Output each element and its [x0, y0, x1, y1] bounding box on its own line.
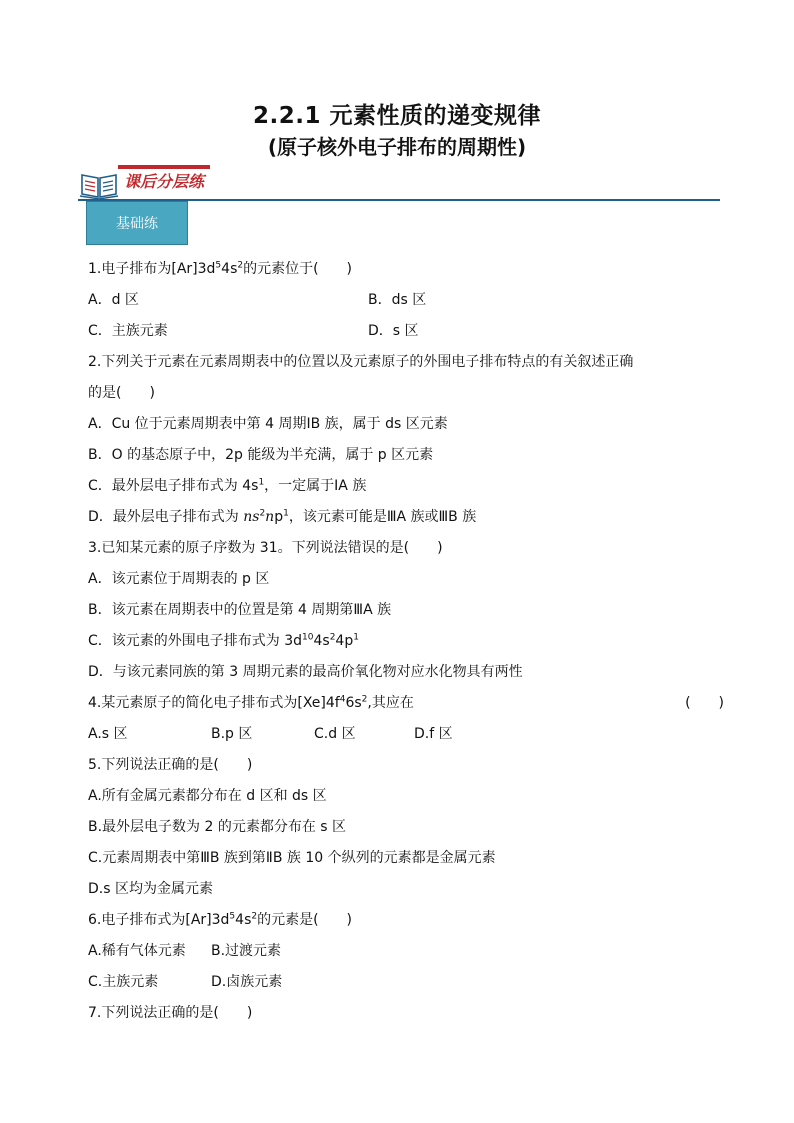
q6-option-b: B.过渡元素: [211, 943, 282, 959]
q6-options-row2: [88, 967, 728, 998]
q5-option-b: B.最外层电子数为 2 的元素都分布在 s 区: [88, 819, 347, 835]
banner-label: 课后分层练: [124, 172, 205, 191]
q3-stem: 3.已知某元素的原子序数为 31。下列说法错误的是( ): [88, 540, 443, 556]
q6-option-a: A.稀有气体元素: [88, 943, 186, 959]
q1-option-d: D．s 区: [368, 323, 419, 339]
q1-option-c: C．主族元素: [88, 323, 168, 339]
q1-option-a: A．d 区: [88, 292, 139, 308]
q2-option-d: D．最外层电子排布式为 $ns^2np^1$，该元素可能是ⅢA 族或ⅢB 族: [88, 508, 477, 525]
q4-stem: 4.某元素原子的简化电子排布式为$[Xe]4f^46s^2$,其应在 ( ): [88, 688, 724, 719]
q2-option-c: C．最外层电子排布式为 $4s^1$，一定属于ⅠA 族: [88, 477, 367, 494]
section-label-box: 基础练: [86, 201, 188, 245]
q2-stem-line2: 的是( ): [88, 385, 155, 401]
q4-options: [88, 719, 728, 750]
page-subtitle: (原子核外电子排布的周期性): [267, 135, 527, 159]
q3-option-d: D．与该元素同族的第 3 周期元素的最高价氧化物对应水化物具有两性: [88, 664, 523, 680]
q2-option-a: A．Cu 位于元素周期表中第 4 周期ⅠB 族，属于 ds 区元素: [88, 416, 448, 432]
question-list: [88, 254, 728, 1029]
q5-option-d: D.s 区均为金属元素: [88, 881, 213, 897]
q5-stem: 5.下列说法正确的是( ): [88, 757, 253, 773]
q1-stem: 1.电子排布为$[Ar]3d^54s^2$的元素位于( ): [88, 260, 353, 277]
q4-answer-paren: ( ): [685, 695, 724, 711]
open-book-icon: [78, 169, 120, 199]
q7-stem: 7.下列说法正确的是( ): [88, 1005, 253, 1021]
q5-option-a: A.所有金属元素都分布在 d 区和 ds 区: [88, 788, 327, 804]
q6-options-row1: [88, 936, 728, 967]
q6-option-c: C.主族元素: [88, 974, 159, 990]
q6-option-d: D.卤族元素: [211, 974, 283, 990]
q2-stem-line1: 2.下列关于元素在元素周期表中的位置以及元素原子的外围电子排布特点的有关叙述正确: [88, 354, 634, 370]
q1-options-row2: [88, 316, 728, 347]
q4-option-c: C.d 区: [314, 726, 356, 742]
q3-option-b: B．该元素在周期表中的位置是第 4 周期第ⅢA 族: [88, 602, 392, 618]
section-banner: [78, 165, 720, 201]
q3-option-a: A．该元素位于周期表的 p 区: [88, 571, 270, 587]
q3-option-c: C．该元素的外围电子排布式为 $3d^{10}4s^24p^1$: [88, 632, 359, 649]
page-title: 2.2.1 元素性质的递变规律: [253, 103, 541, 129]
q1-option-b: B．ds 区: [368, 292, 427, 308]
q4-option-a: A.s 区: [88, 726, 128, 742]
q2-option-b: B．O 的基态原子中，2p 能级为半充满，属于 p 区元素: [88, 447, 434, 463]
q5-option-c: C.元素周期表中第ⅢB 族到第ⅡB 族 10 个纵列的元素都是金属元素: [88, 850, 496, 866]
q4-option-b: B.p 区: [211, 726, 253, 742]
q4-option-d: D.f 区: [414, 726, 453, 742]
q1-options-row1: [88, 285, 728, 316]
q6-stem: 6.电子排布式为$[Ar]3d^54s^2$的元素是( ): [88, 911, 353, 928]
